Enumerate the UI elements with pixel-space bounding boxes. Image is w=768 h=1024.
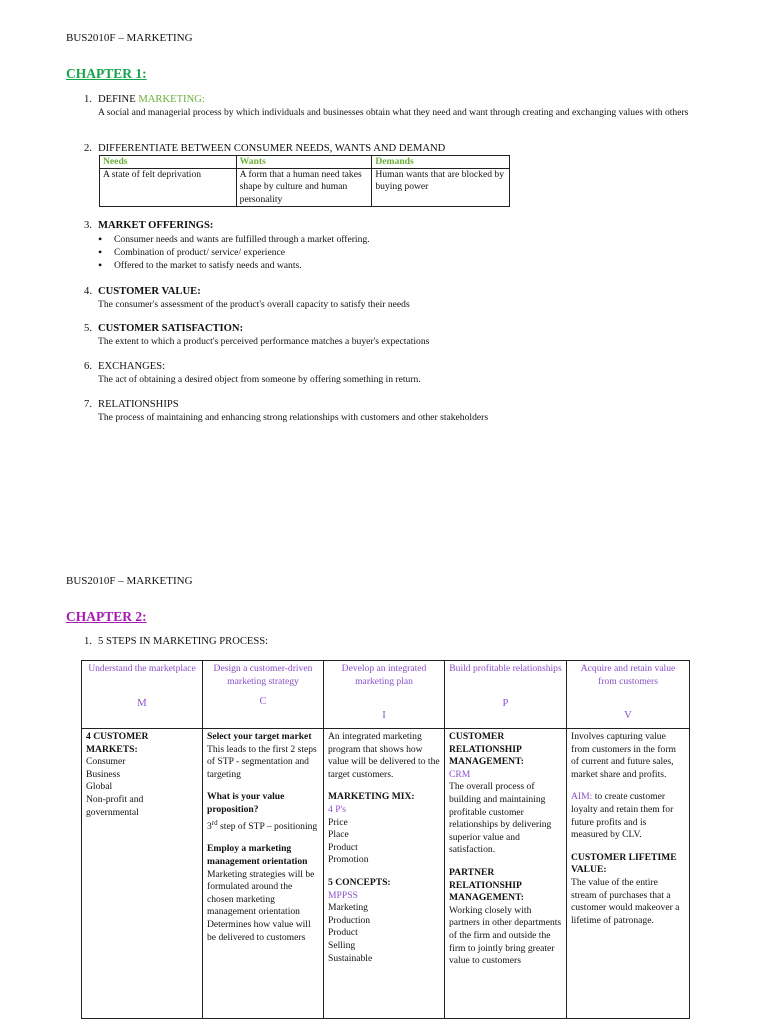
item-number: 3. (84, 220, 92, 231)
needs-wants-demands-table (99, 155, 510, 207)
cell-line: Global (86, 781, 113, 793)
bullet-item: • Consumer needs and wants are fulfilled through a market offering. (98, 233, 728, 246)
table-cell: Human wants that are blocked by buying power (372, 169, 510, 207)
cell-text: An integrated marketing program that shows how value will be delivered to the target customers. (328, 731, 440, 780)
cell-line: Production (328, 914, 371, 926)
table-header: Needs (100, 156, 237, 169)
item-description: The process of maintaining and enhancing strong relationships with customers and other stakeholders (98, 411, 489, 423)
cell-title: Select your target market (207, 731, 312, 742)
cell-text: This leads to the first 2 steps of STP - segmentation and targeting (207, 743, 317, 780)
item-title: CUSTOMER VALUE: (98, 286, 201, 297)
item-description: The act of obtaining a desired object from someone by offering something in return. (98, 373, 421, 385)
step-letter: V (624, 710, 632, 722)
step-title: Build profitable relationships (449, 663, 562, 674)
step-title: Acquire and retain value from customers (580, 663, 676, 687)
step-header-i (324, 661, 445, 729)
item-number: 5. (84, 323, 92, 334)
cell-text: Involves capturing value from customers in the form of current and future sales, market share and profits. (571, 731, 676, 780)
item-title: MARKET OFFERINGS: (98, 220, 214, 231)
table-cell: A state of felt deprivation (100, 169, 237, 207)
cell-line: Marketing (328, 902, 368, 914)
item-number: 1. (84, 636, 92, 647)
marketing-process-table (81, 660, 690, 1019)
step-header-v (567, 661, 690, 729)
cell-line: Product (328, 841, 358, 853)
cell-text: The value of the entire stream of purchases that a customer would makeover a lifetime of patronage. (571, 876, 680, 926)
item-title: CUSTOMER SATISFACTION: (98, 323, 244, 334)
item-description: The consumer's assessment of the product's overall capacity to satisfy their needs (98, 298, 410, 310)
cell-line: Product (328, 927, 358, 939)
cell-title: Employ a marketing management orientation (207, 843, 308, 867)
cell-title: What is your value proposition? (207, 791, 285, 815)
page-header: BUS2010F – MARKETING (66, 575, 193, 587)
item-title: DIFFERENTIATE BETWEEN CONSUMER NEEDS, WANTS AND DEMAND (98, 143, 446, 154)
item-number: 4. (84, 286, 92, 297)
cell-line: Consumer (86, 756, 126, 768)
cell-title: MARKETING MIX: (328, 791, 415, 803)
cell-line: Promotion (328, 854, 369, 866)
chapter-title: CHAPTER 2: (66, 609, 147, 624)
step-title: Develop an integrated marketing plan (341, 663, 427, 687)
item-number: 2. (84, 143, 92, 154)
item-description: The extent to which a product's perceived performance matches a buyer's expectations (98, 335, 430, 347)
item-title: EXCHANGES: (98, 361, 166, 372)
cell-title: 4 CUSTOMER MARKETS: (86, 731, 149, 755)
step-title: Design a customer-driven marketing strategy (213, 663, 313, 687)
step-header-m (82, 661, 203, 729)
column-c (203, 729, 324, 1019)
cell-title: CUSTOMER RELATIONSHIP MANAGEMENT: (449, 731, 524, 768)
item-title: DEFINE (98, 94, 139, 105)
column-v (567, 729, 690, 1019)
cell-text: Working closely with partners in other departments of the firm and outside the firm to jointly bring greater value to customers (449, 904, 562, 967)
cell-line: Selling (328, 939, 356, 951)
cell-text: Marketing strategies will be formulated around the chosen marketing management orientation Determines how value will be delivered to customers (207, 868, 315, 943)
bullet-list (98, 233, 728, 272)
step-letter: P (502, 697, 509, 709)
item-number: 7. (84, 399, 92, 410)
column-m (82, 729, 203, 1019)
aim-label: AIM: (571, 791, 593, 803)
item-title: RELATIONSHIPS (98, 399, 179, 410)
item-number: 6. (84, 361, 92, 372)
column-p (445, 729, 567, 1019)
step-title: Understand the marketplace (88, 663, 196, 674)
cell-text: The overall process of building and maintaining profitable customer relationships by delivering superior value and satisfaction. (449, 781, 552, 856)
cell-line: Business (86, 768, 121, 780)
table-cell: A form that a human need takes shape by culture and human personality (236, 169, 372, 207)
cell-line: Non-profit and governmental (86, 793, 144, 818)
cell-line: Sustainable (328, 952, 373, 964)
table-header: Wants (236, 156, 372, 169)
item-number: 1. (84, 94, 92, 105)
item-highlight: MARKETING: (138, 94, 205, 105)
item-title: 5 STEPS IN MARKETING PROCESS: (98, 636, 269, 647)
chapter-title: CHAPTER 1: (66, 66, 147, 81)
column-i (324, 729, 445, 1019)
step-letter: M (137, 697, 147, 709)
step-header-p (445, 661, 567, 729)
cell-subtitle: 4 P's (328, 803, 346, 815)
step-letter: I (382, 710, 386, 722)
cell-subtitle: CRM (449, 768, 471, 780)
page-header: BUS2010F – MARKETING (66, 32, 193, 44)
step-letter: C (259, 696, 267, 708)
cell-text: 3rd step of STP – positioning (207, 818, 318, 832)
bullet-item: • Offered to the market to satisfy needs and wants. (98, 259, 728, 272)
cell-text: AIM: to create customer loyalty and retain them for future profits and is measured by CLV. (571, 791, 674, 841)
item-description: A social and managerial process by which individuals and businesses obtain what they need and want through creating and exchanging values with others (98, 106, 689, 118)
bullet-item: • Combination of product/ service/ experience (98, 246, 728, 259)
table-header: Demands (372, 156, 510, 169)
cell-title: CUSTOMER LIFETIME VALUE: (571, 851, 677, 876)
step-header-c (203, 661, 324, 729)
cell-title: 5 CONCEPTS: (328, 876, 391, 888)
cell-line: Price (328, 816, 348, 828)
cell-subtitle: MPPSS (328, 889, 358, 901)
cell-title: PARTNER RELATIONSHIP MANAGEMENT: (449, 866, 524, 904)
cell-line: Place (328, 829, 349, 841)
